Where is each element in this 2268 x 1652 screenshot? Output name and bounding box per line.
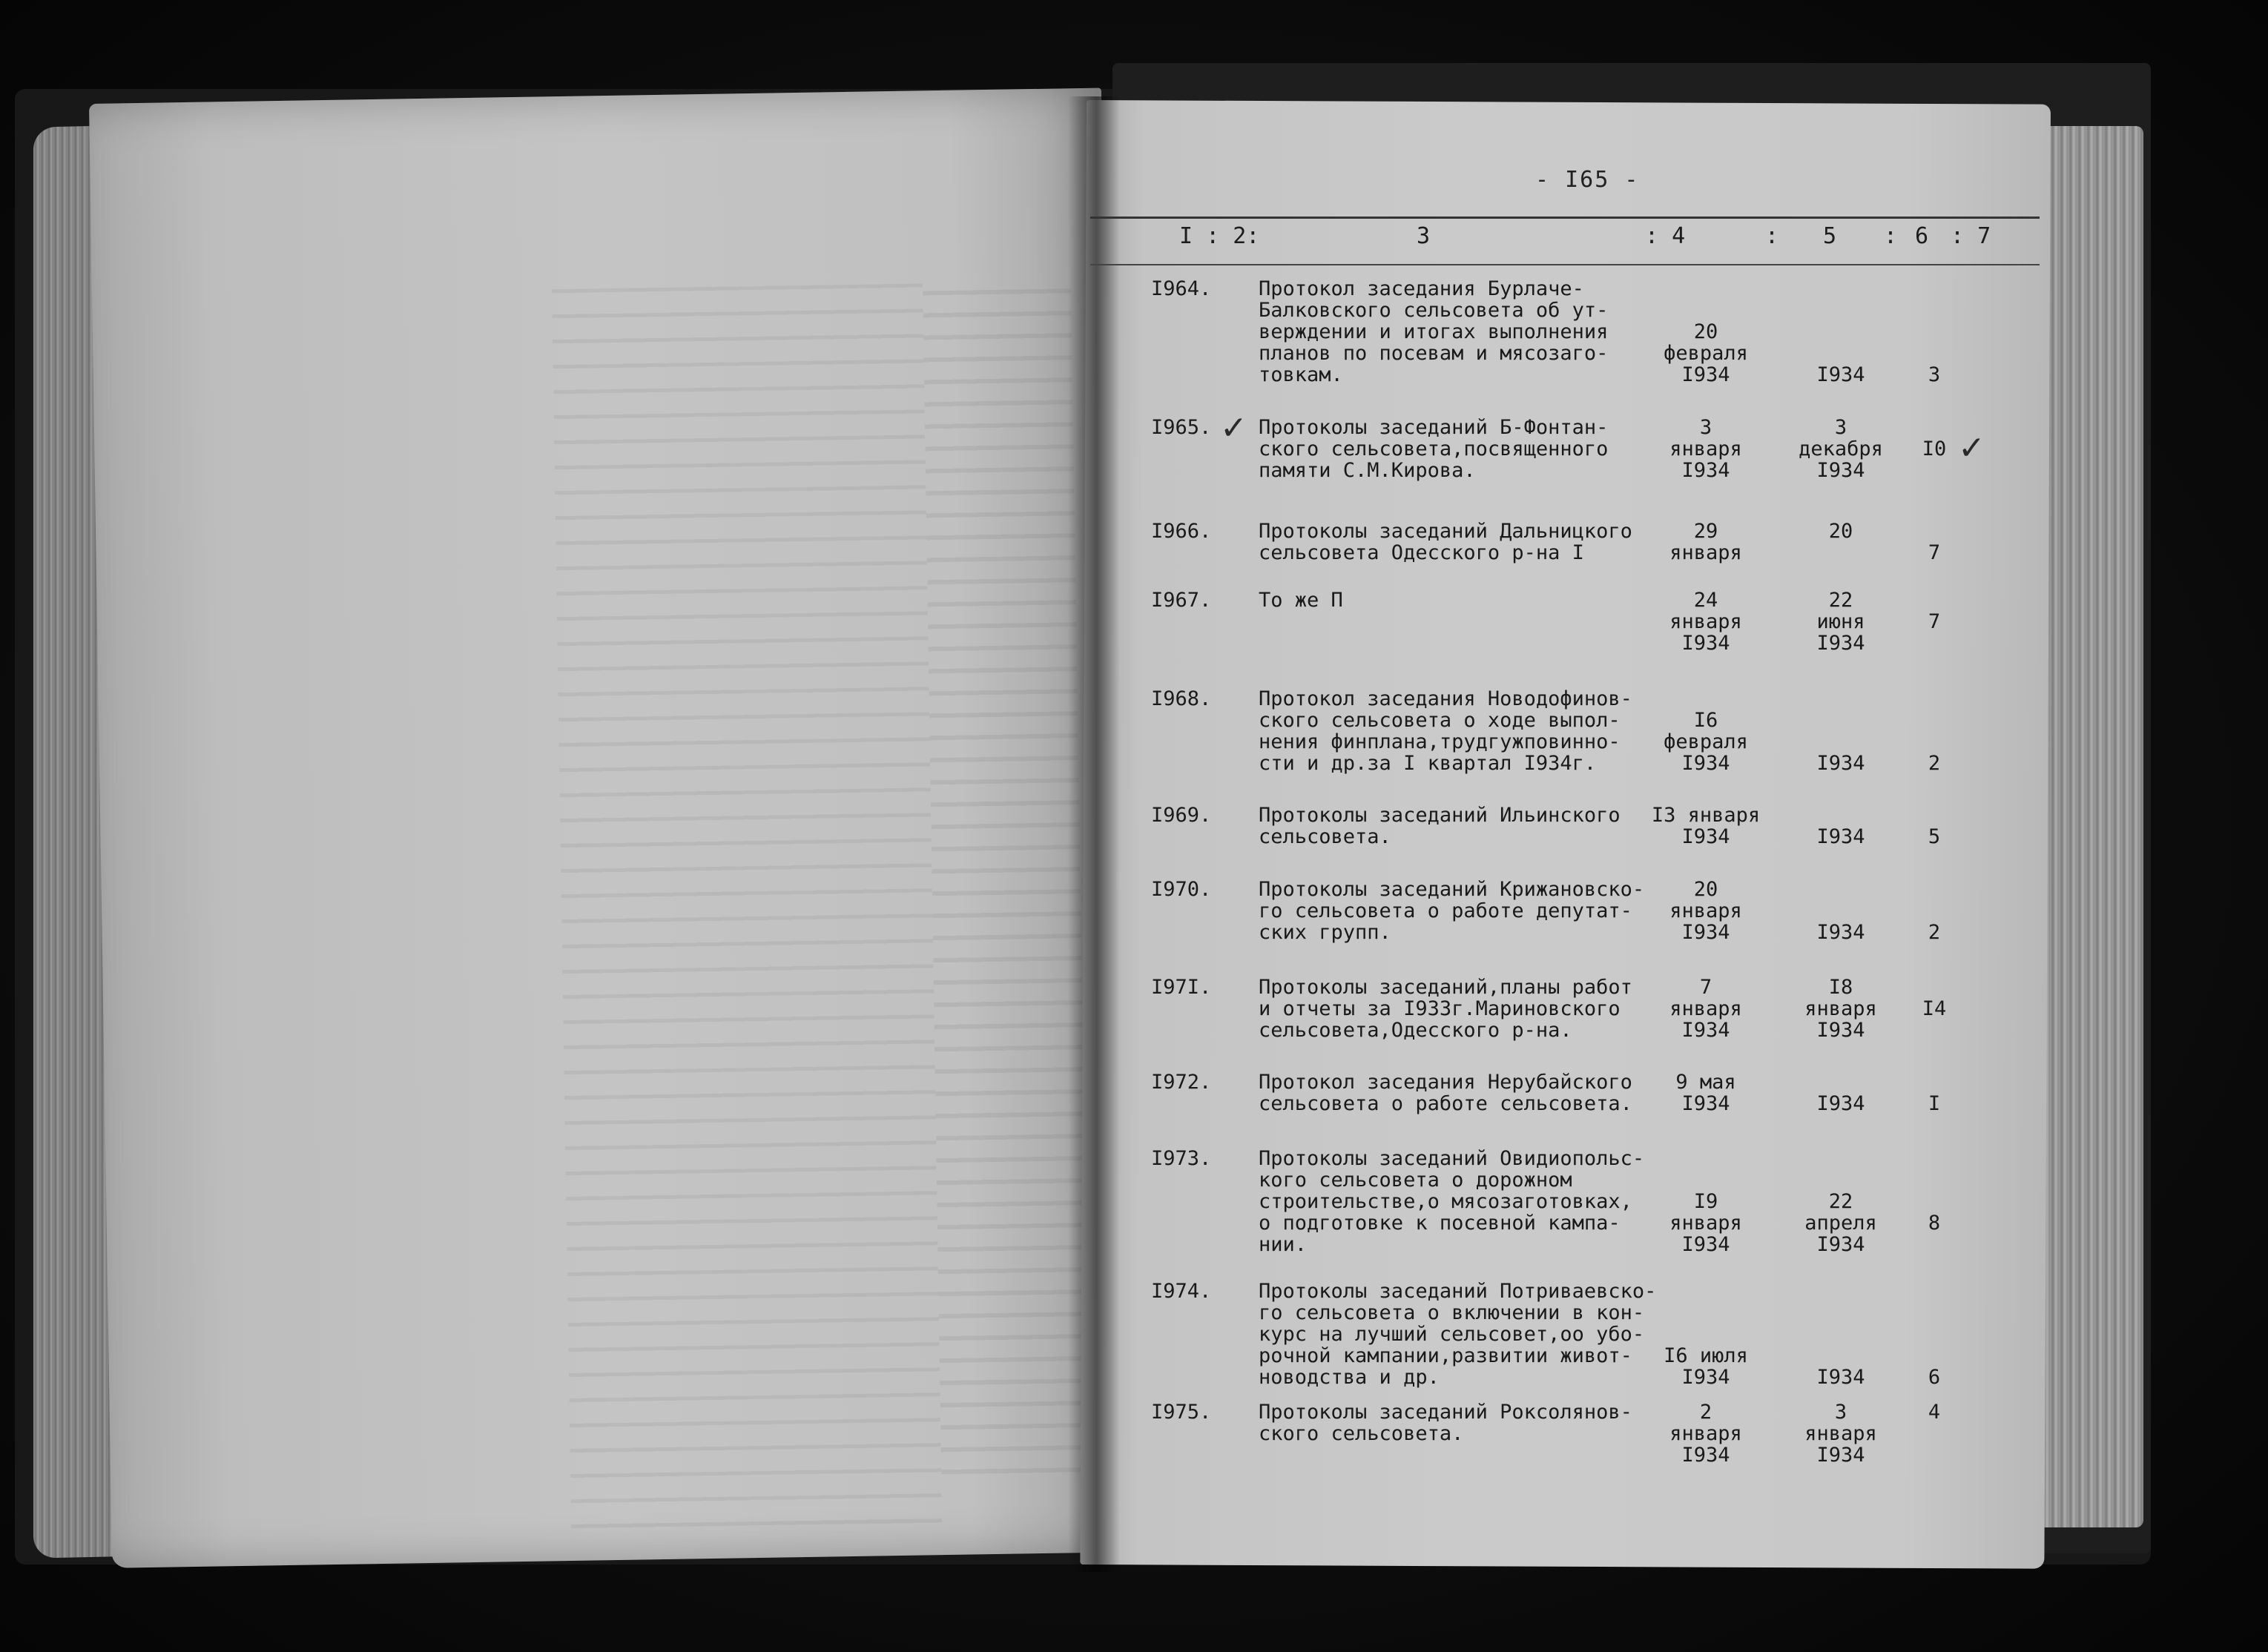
row-end-date: I934 bbox=[1816, 363, 1865, 386]
row-start-date: I934 bbox=[1681, 825, 1730, 848]
row-description-line: Протоколы заседаний,планы работ bbox=[1259, 976, 1632, 999]
row-start-date: января bbox=[1669, 437, 1742, 460]
row-description-line: планов по посевам и мясозаго- bbox=[1259, 342, 1609, 365]
row-end-date: I934 bbox=[1816, 1092, 1865, 1115]
row-start-date: 20 bbox=[1693, 878, 1718, 901]
row-start-date: января bbox=[1669, 1422, 1742, 1445]
row-sheet-count: 8 bbox=[1928, 1212, 1941, 1235]
row-start-date: 7 bbox=[1699, 976, 1712, 999]
row-start-date: января bbox=[1669, 899, 1742, 922]
row-start-date: января bbox=[1669, 997, 1742, 1020]
row-description-line: ских групп. bbox=[1259, 921, 1391, 944]
column-header-6: 6 bbox=[1915, 223, 1929, 249]
row-end-date: I8 bbox=[1828, 976, 1853, 999]
column-header-5: 5 bbox=[1823, 223, 1837, 249]
row-description-line: ского сельсовета. bbox=[1259, 1422, 1464, 1445]
row-start-date: I934 bbox=[1681, 921, 1730, 944]
check-mark-icon: ✓ bbox=[1220, 409, 1247, 447]
column-header-1-2: I : 2: bbox=[1179, 223, 1260, 249]
row-description-line: строительстве,о мясозаготовках, bbox=[1259, 1190, 1632, 1213]
row-sheet-count: I bbox=[1928, 1092, 1941, 1115]
row-number: I969. bbox=[1151, 804, 1212, 827]
row-description-line: памяти С.М.Кирова. bbox=[1259, 459, 1476, 482]
column-separator: : bbox=[1765, 223, 1779, 249]
row-sheet-count: 5 bbox=[1928, 825, 1941, 848]
row-sheet-count: I0 bbox=[1922, 437, 1947, 460]
row-start-date: I6 июля bbox=[1664, 1344, 1748, 1367]
row-start-date: I934 bbox=[1681, 752, 1730, 775]
row-number: I970. bbox=[1151, 878, 1212, 901]
row-end-date: 20 bbox=[1828, 520, 1853, 543]
row-end-date: I934 bbox=[1816, 921, 1865, 944]
bleed-through-texture bbox=[923, 288, 1090, 1477]
row-start-date: I3 января bbox=[1651, 804, 1761, 827]
row-description-line: курс на лучший сельсовет,оо убо- bbox=[1259, 1323, 1645, 1346]
row-start-date: I934 bbox=[1681, 363, 1730, 386]
row-start-date: 29 bbox=[1693, 520, 1718, 543]
row-start-date: I934 bbox=[1681, 459, 1730, 482]
row-start-date: января bbox=[1669, 1212, 1742, 1235]
table-header-rule-top bbox=[1090, 217, 2040, 219]
row-description-line: Протоколы заседаний Б-Фонтан- bbox=[1259, 416, 1609, 439]
row-description-line: Протоколы заседаний Потриваевско- bbox=[1259, 1280, 1657, 1303]
row-end-date: I934 bbox=[1816, 1444, 1865, 1467]
row-description-line: го сельсовета о работе депутат- bbox=[1259, 899, 1632, 922]
row-number: I966. bbox=[1151, 520, 1212, 543]
row-sheet-count: I4 bbox=[1922, 997, 1947, 1020]
row-start-date: I934 bbox=[1681, 1366, 1730, 1389]
row-end-date: 22 bbox=[1828, 589, 1853, 612]
table-header-rule-bottom bbox=[1090, 264, 2040, 265]
row-start-date: I934 bbox=[1681, 1019, 1730, 1042]
row-sheet-count: 6 bbox=[1928, 1366, 1941, 1389]
row-end-date: I934 bbox=[1816, 1366, 1865, 1389]
row-number: I97I. bbox=[1151, 976, 1212, 999]
row-start-date: января bbox=[1669, 541, 1742, 564]
row-number: I974. bbox=[1151, 1280, 1212, 1303]
row-sheet-count: 3 bbox=[1928, 363, 1941, 386]
row-description-line: ского сельсовета,посвященного bbox=[1259, 437, 1609, 460]
row-end-date: декабря bbox=[1799, 437, 1883, 460]
bleed-through-texture-2 bbox=[552, 283, 943, 1550]
row-sheet-count: 2 bbox=[1928, 921, 1941, 944]
row-description-line: сельсовета о работе сельсовета. bbox=[1259, 1092, 1632, 1115]
row-end-date: января bbox=[1804, 1422, 1877, 1445]
row-end-date: января bbox=[1804, 997, 1877, 1020]
row-end-date: I934 bbox=[1816, 825, 1865, 848]
row-number: I965. bbox=[1151, 416, 1212, 439]
row-description-line: рочной кампании,развитии живот- bbox=[1259, 1344, 1632, 1367]
row-description-line: и отчеты за I933г.Мариновского bbox=[1259, 997, 1621, 1020]
row-end-date: 3 bbox=[1834, 1401, 1847, 1424]
row-start-date: февраля bbox=[1664, 730, 1748, 753]
column-header-4: : 4 bbox=[1645, 223, 1686, 249]
row-end-date: I934 bbox=[1816, 1019, 1865, 1042]
row-description-line: верждении и итогах выполнения bbox=[1259, 320, 1609, 343]
row-description-line: сти и др.за I квартал I934г. bbox=[1259, 752, 1597, 775]
row-description-line: Протоколы заседаний Овидиопольс- bbox=[1259, 1147, 1645, 1170]
row-description-line: сельсовета. bbox=[1259, 825, 1391, 848]
row-description-line: нии. bbox=[1259, 1233, 1308, 1256]
page-number: - I65 - bbox=[1535, 167, 1640, 193]
row-description-line: товкам. bbox=[1259, 363, 1343, 386]
row-number: I967. bbox=[1151, 589, 1212, 612]
row-description-line: сельсовета Одесского р-на I bbox=[1259, 541, 1584, 564]
row-description-line: Протокол заседания Бурлаче- bbox=[1259, 277, 1584, 300]
row-start-date: 20 bbox=[1693, 320, 1718, 343]
row-start-date: I934 bbox=[1681, 1092, 1730, 1115]
row-description-line: новодства и др. bbox=[1259, 1366, 1440, 1389]
row-start-date: января bbox=[1669, 610, 1742, 633]
row-start-date: февраля bbox=[1664, 342, 1748, 365]
left-page-blank-verso bbox=[89, 88, 1124, 1568]
row-end-date: июня bbox=[1816, 610, 1865, 633]
row-number: I964. bbox=[1151, 277, 1212, 300]
row-end-date: I934 bbox=[1816, 632, 1865, 655]
row-start-date: I934 bbox=[1681, 1233, 1730, 1256]
row-start-date: 3 bbox=[1699, 416, 1712, 439]
row-start-date: 2 bbox=[1699, 1401, 1712, 1424]
row-number: I975. bbox=[1151, 1401, 1212, 1424]
row-description-line: ского сельсовета о ходе выпол- bbox=[1259, 709, 1621, 732]
row-sheet-count: 2 bbox=[1928, 752, 1941, 775]
row-start-date: 24 bbox=[1693, 589, 1718, 612]
row-sheet-count: 7 bbox=[1928, 610, 1941, 633]
row-number: I972. bbox=[1151, 1071, 1212, 1094]
row-end-date: I934 bbox=[1816, 752, 1865, 775]
row-end-date: 3 bbox=[1834, 416, 1847, 439]
row-description-line: кого сельсовета о дорожном bbox=[1259, 1169, 1572, 1192]
row-description-line: Протоколы заседаний Дальницкого bbox=[1259, 520, 1632, 543]
column-header-7: : 7 bbox=[1951, 223, 1991, 249]
row-description-line: о подготовке к посевной кампа- bbox=[1259, 1212, 1621, 1235]
row-description-line: Балковского сельсовета об ут- bbox=[1259, 299, 1609, 322]
row-description-line: То же П bbox=[1259, 589, 1343, 612]
row-sheet-count: 4 bbox=[1928, 1401, 1941, 1424]
row-number: I973. bbox=[1151, 1147, 1212, 1170]
book-gutter-shadow bbox=[1068, 96, 1120, 1572]
row-description-line: го сельсовета о включении в кон- bbox=[1259, 1301, 1645, 1324]
row-end-date: 22 bbox=[1828, 1190, 1853, 1213]
row-end-date: I934 bbox=[1816, 1233, 1865, 1256]
row-description-line: нения финплана,трудгужповинно- bbox=[1259, 730, 1621, 753]
row-start-date: I934 bbox=[1681, 1444, 1730, 1467]
row-description-line: Протокол заседания Новодофинов- bbox=[1259, 687, 1632, 710]
row-description-line: сельсовета,Одесского р-на. bbox=[1259, 1019, 1572, 1042]
row-number: I968. bbox=[1151, 687, 1212, 710]
row-start-date: I934 bbox=[1681, 632, 1730, 655]
check-mark-icon: ✓ bbox=[1958, 429, 1985, 467]
row-end-date: I934 bbox=[1816, 459, 1865, 482]
row-start-date: I9 bbox=[1693, 1190, 1718, 1213]
row-start-date: I6 bbox=[1693, 709, 1718, 732]
column-separator-2: : bbox=[1884, 223, 1898, 249]
row-description-line: Протоколы заседаний Роксолянов- bbox=[1259, 1401, 1632, 1424]
column-header-3: 3 bbox=[1417, 223, 1431, 249]
row-sheet-count: 7 bbox=[1928, 541, 1941, 564]
row-end-date: апреля bbox=[1804, 1212, 1877, 1235]
row-description-line: Протоколы заседаний Крижановско- bbox=[1259, 878, 1645, 901]
row-start-date: 9 мая bbox=[1675, 1071, 1736, 1094]
row-description-line: Протокол заседания Нерубайского bbox=[1259, 1071, 1632, 1094]
row-description-line: Протоколы заседаний Ильинского bbox=[1259, 804, 1621, 827]
